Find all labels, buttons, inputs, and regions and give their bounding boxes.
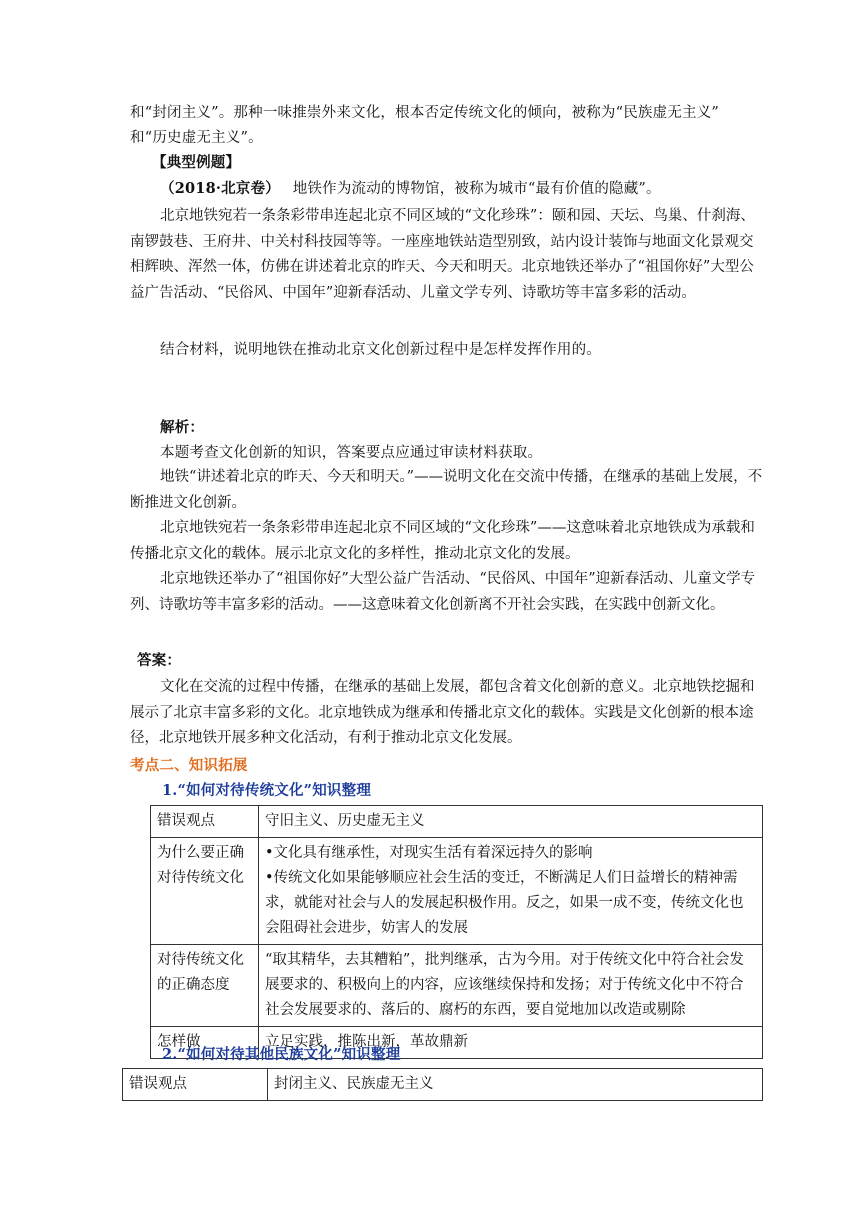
- table1-title: 1.“如何对待传统文化”知识整理: [162, 782, 372, 799]
- example-heading: 【典型例题】: [152, 154, 241, 171]
- row-label: 对待传统文化的正确态度: [151, 945, 259, 1027]
- answer-text: 文化在交流的过程中传播，在继承的基础上发展，都包含着文化创新的意义。北京地铁挖掘和展示了北京丰富多彩的文化。北京地铁成为继承和传播北京文化的载体。实践是文化创新的根本途径，北京地铁开展多种文化活动，有利于推动北京文化发展。: [130, 679, 755, 746]
- analysis-p2: 地铁“讲述着北京的昨天、今天和明天。”——说明文化在交流中传播，在继承的基础上发展，不断推进文化创新。: [130, 469, 763, 511]
- intro-line-1: 和“封闭主义”。那种一味推崇外来文化，根本否定传统文化的倾向，被称为“民族虚无主义”: [130, 105, 720, 121]
- bullet-item: •传统文化如果能够顺应社会生活的变迁，不断满足人们日益增长的精神需求，就能对社会与人的发展起积极作用。反之，如果一成不变，传统文化也会阻碍社会进步，妨害人的发展: [265, 870, 744, 936]
- question-line: [160, 178, 661, 200]
- table-row: [151, 945, 763, 1027]
- row-content: [259, 838, 763, 945]
- row-label: 错误观点: [123, 1069, 268, 1101]
- table-row: [151, 838, 763, 945]
- table2-title: 2.“如何对待其他民族文化”知识整理: [162, 1046, 401, 1063]
- table-other-cultures: [122, 1068, 763, 1101]
- row-content: “取其精华，去其糟粕”，批判继承，古为今用。对于传统文化中符合社会发展要求的、积极向上的内容，应该继续保持和发扬；对于传统文化中不符合社会发展要求的、落后的、腐朽的东西，要自觉地加以改造或剔除: [259, 945, 763, 1027]
- question-material: 北京地铁宛若一条条彩带串连起北京不同区域的“文化珍珠”：颐和园、天坛、鸟巢、什刹海、南锣鼓巷、王府井、中关村科技园等等。一座座地铁站造型别致，站内设计装饰与地面文化景观交相辉映、浑然一体，仿佛在讲述着北京的昨天、今天和明天。北京地铁还举办了“祖国你好”大型公益广告活动、“民俗风、中国年”迎新春活动、儿童文学专列、诗歌坊等丰富多彩的活动。: [130, 208, 755, 301]
- question-lead: 地铁作为流动的博物馆，被称为城市“最有价值的隐藏”。: [292, 181, 661, 197]
- table-row: [123, 1069, 763, 1101]
- analysis-p3: 北京地铁宛若一条条彩带串连起北京不同区域的“文化珍珠”——这意味着北京地铁成为承载和传播北京文化的载体。展示北京文化的多样性，推动北京文化的发展。: [130, 520, 755, 562]
- question-prompt: 结合材料，说明地铁在推动北京文化创新过程中是怎样发挥作用的。: [160, 342, 601, 358]
- row-content: 守旧主义、历史虚无主义: [259, 806, 763, 838]
- question-source: （2018·北京卷）: [160, 180, 280, 197]
- table-traditional-culture: [150, 805, 763, 1059]
- bullet-item: •文化具有继承性，对现实生活有着深远持久的影响: [265, 845, 593, 861]
- row-content: 封闭主义、民族虚无主义: [268, 1069, 763, 1101]
- row-label: 错误观点: [151, 806, 259, 838]
- section2-heading: 考点二、知识拓展: [130, 757, 248, 774]
- row-label: 怎样做: [151, 1027, 259, 1059]
- row-content: 立足实践，推陈出新，革故鼎新: [259, 1027, 763, 1059]
- analysis-p1: 本题考查文化创新的知识，答案要点应通过审读材料获取。: [160, 445, 543, 461]
- analysis-p4: 北京地铁还举办了“祖国你好”大型公益广告活动、“民俗风、中国年”迎新春活动、儿童文学专列、诗歌坊等丰富多彩的活动。——这意味着文化创新离不开社会实践，在实践中创新文化。: [130, 571, 756, 613]
- intro-line-2: 和“历史虚无主义”。: [130, 130, 263, 146]
- answer-label: 答案：: [137, 652, 182, 669]
- row-label: 为什么要正确对待传统文化: [151, 838, 259, 945]
- table-row: [151, 806, 763, 838]
- analysis-label: 解析：: [160, 419, 205, 436]
